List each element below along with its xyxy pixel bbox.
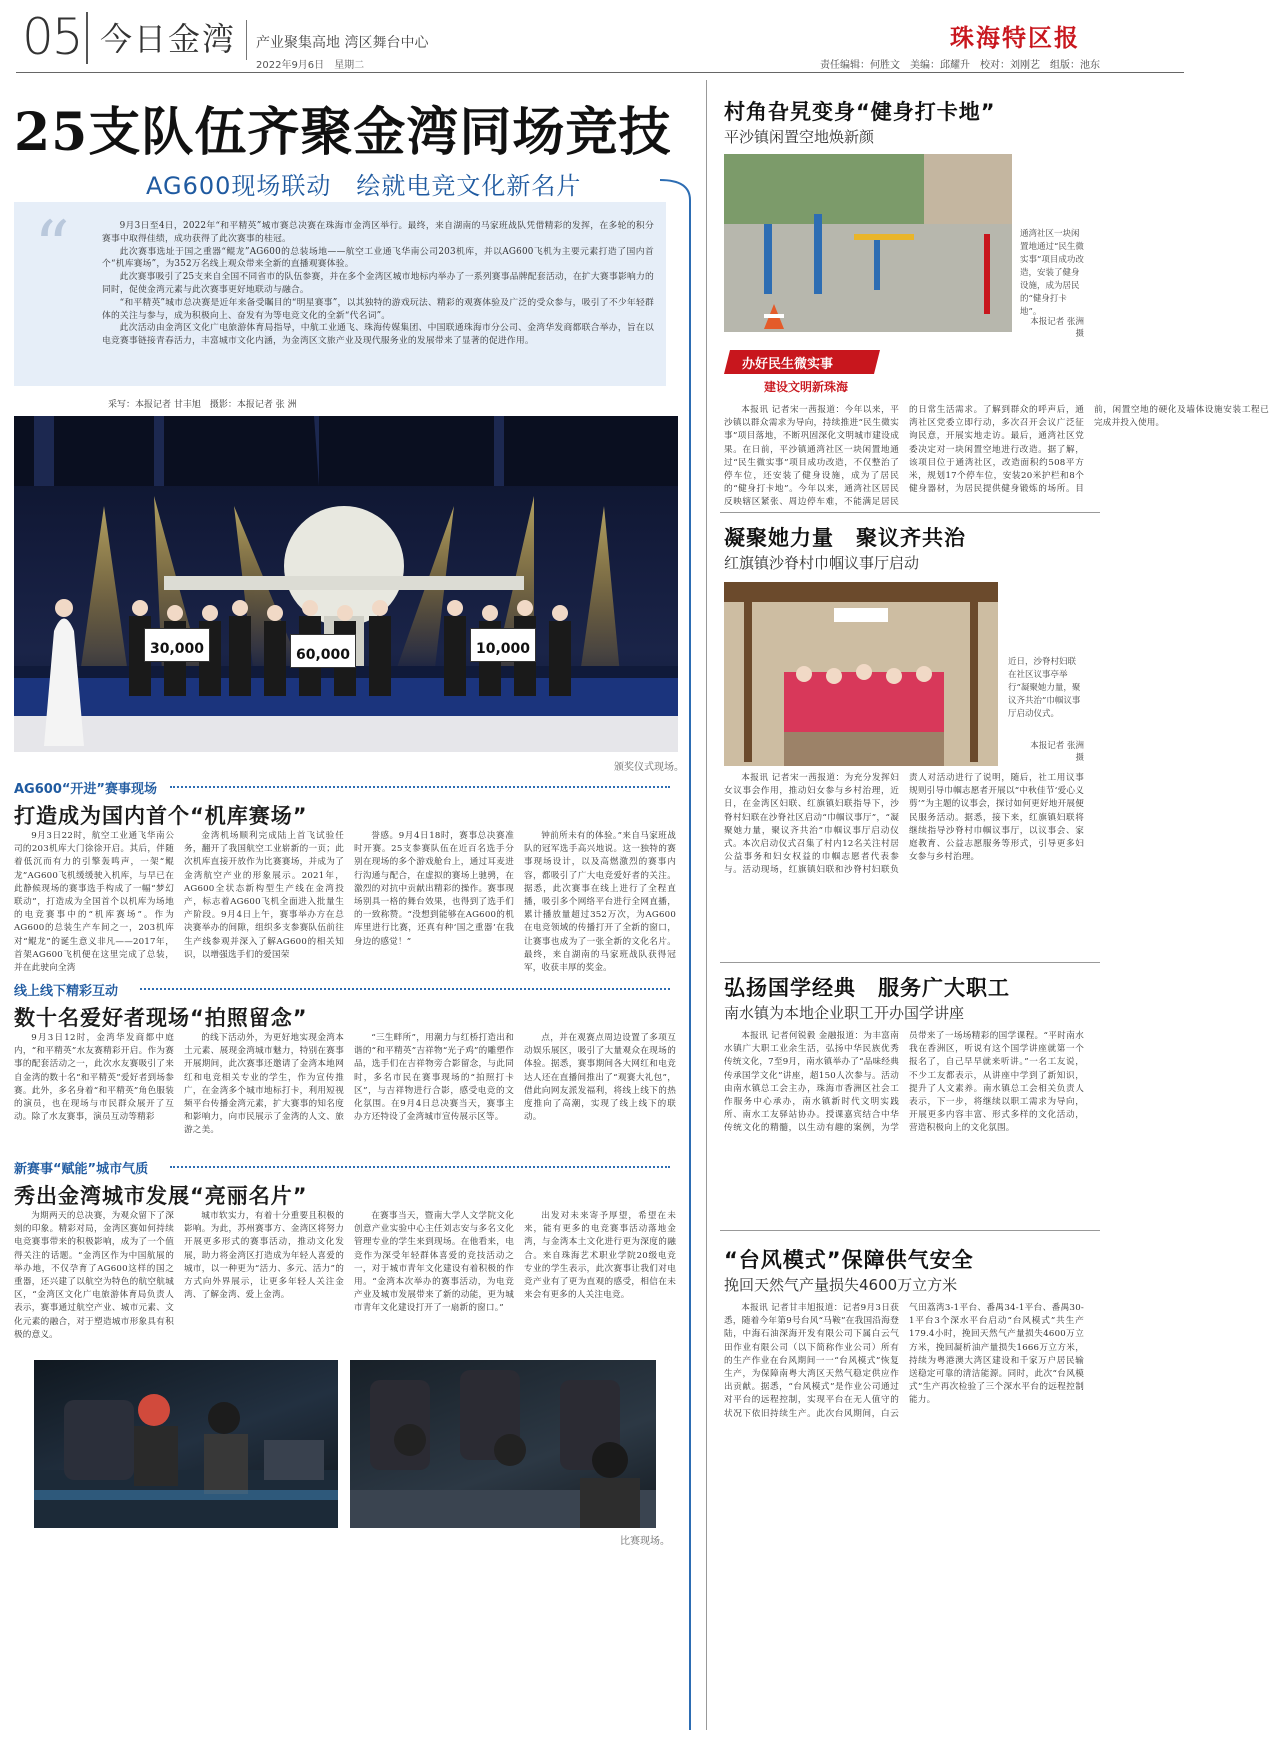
right-article-title: 凝聚她力量 聚议齐共治 [724,526,966,550]
right-article-subtitle: 平沙镇闲置空地焕新颜 [724,128,875,146]
photo-credit: 本报记者 张洲 摄 [1030,741,1084,763]
photo-caption: 近日，沙脊村妇联在社区议事亭举行“凝聚她力量，聚议齐共治”巾帼议事厅启动仪式。 [1008,657,1081,719]
paragraph: 金湾机场顺利完成陆上首飞试验任务，翻开了我国航空工业崭新的一页；此次机库直接开放作为比赛赛场，并成为了金湾航空产业的形象展示。2021年，AG600全状态新构型生产线在金湾投产，标志着AG600飞机全面进入批量生产阶段。9月4日上午，赛事举办方在总决赛举办的间隙，组织多支参赛队伍前往生产线参观并深入了解AG600的相关知识，以增强选手们的爱国荣 [184,831,344,960]
banner-line-2: 建设文明新珠海 [764,380,849,394]
section-title: 秀出金湾城市发展“亮丽名片” [14,1184,308,1208]
lead-paragraph: 9月3日至4日，2022年“和平精英”城市赛总决赛在珠海市金湾区举行。最终，来自湖南的马家班战队凭借精彩的发挥，在多轮的积分赛事中取得佳绩，成功获得了此次赛事的桂冠。 [102,221,654,244]
section-rule [140,988,670,990]
article-column [14,1210,174,1348]
paragraph: 在赛事当天，暨南大学人文学院文化创意产业实验中心主任刘志安与多名文化管理专业的学生来到现场。在他看来，电竞作为深受年轻群体喜爱的竞技活动之一，对于城市青年文化建设有着积极的作用。“金湾本次举办的赛事活动，为电竞产业及城市发展带来了新的动能，更为城市青年文化建设打开了一扇新的窗口。” [354,1211,514,1314]
article-column [14,1032,174,1142]
article-column [354,1032,514,1142]
article-rule [720,962,1100,963]
paragraph: 出发对未来寄予厚望，希望在未来，能有更多的电竞赛事活动落地金湾，与金湾本土文化进行更为深度的融合。来自珠海艺术职业学院20级电竞专业的学生表示，此次赛事让我们对电竞产业有了更为直观的感受，相信在未来会有更多的人关注电竞。 [524,1211,676,1301]
prize-board: 60,000 [290,634,356,668]
bottom-photo-caption: 比赛现场。 [620,1536,670,1547]
article-column [524,1032,676,1142]
section-tag: AG600“开进”赛事现场 [14,782,157,797]
paragraph: 城市软实力，有着十分重要且积极的影响。为此，苏州赛事方、金湾区将努力开展更多形式的赛事活动，推动文化发展，助力将金湾区打造成为年轻人喜爱的城市，以一种更为“活力、多元、活力”的方式向外界展示，让更多年轻人关注金湾、了解金湾、爱上金湾。 [184,1211,344,1301]
banner-line-1: 办好民生微实事 [742,357,834,372]
right-article-title: “台风模式”保障供气安全 [724,1248,974,1272]
women-council-photo [724,582,998,766]
esports-photo-left [34,1360,338,1528]
esports-photo-right [350,1360,656,1528]
page-number: 05 [22,8,82,66]
quote-mark-icon: “ [34,206,70,288]
prize-board: 30,000 [144,628,210,662]
article-column [354,1210,514,1348]
section-rule [170,1166,670,1168]
section-tag: 新赛事“赋能”城市气质 [14,1162,149,1177]
paragraph: 本报讯 记者宋一茜报道：今年以来，平沙镇以群众需求为导向，持续推进“民生微实事”项目落地，不断巩固深化文明城市建设成果。在日前，平沙镇通湾社区一块闲置地通过“民生微实事”项目成功改造，不仅整治了停车位，还安装了健身设施，成为了居民的“健身打卡地”。今年以来，通湾社区居民反映辖区紧张、周边停车难，不能满足居民的日常生活需求。了解到群众的呼声后，通湾社区党委立即行动，多次召开会议广泛征询民意，开展实地走访。最后，通湾社区党委决定对一块闲置空地进行改造。据了解，该项目位于通湾社区，改造面积约508平方米，规划17个停车位，安装20米护栏和8个健身器材，为居民提供健身锻炼的场所。目前，闲置空地的硬化及墙体设施安装工程已完成并投入使用。 [724,405,1269,508]
header-rule [16,72,1184,73]
article-column [524,1210,676,1348]
lead-paragraph: “和平精英”城市总决赛是近年来备受瞩目的“明星赛事”，以其独特的游戏玩法、精彩的观赛体验及广泛的受众参与，吸引了不少年轻群体的关注与参与，成为积极向上、奋发有为等电竞文化的全新“代名词”。 [102,297,654,321]
paragraph: 本报讯 记者甘丰旭报道：记者9月3日获悉，随着今年第9号台风“马鞍”在我国沿海登陆，中海石油深海开发有限公司下属白云气田作业有限公司（以下简称作业公司）所有的生产作业在台风期间一一“台风模式”恢复生产，为保障南粤大湾区天然气稳定供应作出贡献。据悉，“台风模式”是作业公司通过对平台的远程控制，实现平台在无人值守的状况下依旧持续生产。此次台风期间，白云气田荔湾3-1平台、番禺34-1平台、番禺30-1平台3个深水平台启动“台风模式”共生产179.4小时，挽回天然气产量损失4600万立方米，挽回凝析油产量损失1666万立方米，持续为粤港澳大湾区建设和千家万户居民输送稳定可靠的清洁能源。同时，此次“台风模式”生产再次检验了三个深水平台的远程控制能力。 [724,1303,1084,1419]
paragraph: 点，并在观赛点周边设置了多项互动娱乐展区，吸引了大量观众在现场的体验。据悉，赛事期间各大网红和电竞达人还在直播间推出了“观赛大礼包”，借此向网友派发福利，将线上线下的热度推向了高潮，实现了线上线下的联动。 [524,1033,676,1123]
lead-box [14,202,666,386]
photo-credit: 本报记者 张洲 摄 [1030,317,1084,339]
paragraph: 的线下活动外，为更好地实现金湾本土元素、展现金湾城市魅力，特别在赛事开展期间，此次赛事还邀请了金湾本地网红和电竞相关专业的学生，作为宣传推广，在金湾多个城市地标打卡，利用短视频平台传播金湾元素，扩大赛事的知名度和影响力，向市民展示了金湾的人文、旅游之美。 [184,1033,344,1136]
right-article-title: 弘扬国学经典 服务广大职工 [724,976,1010,1000]
right-article-body [724,1030,1084,1220]
section-rule [170,786,670,788]
photo-caption: 颁奖仪式现场。 [614,762,684,773]
right-article-body [724,1302,1084,1732]
right-article-subtitle: 红旗镇沙脊村巾帼议事厅启动 [724,554,920,572]
article-rule [720,512,1100,513]
section-name: 今日金湾 [100,20,237,58]
paragraph: 誉感。9月4日18时，赛事总决赛准时开赛。25支参赛队伍在近百名选手分别在现场的多个游戏舱台上，通过耳麦进行沟通与配合，在虚拟的赛场上驰骋，在激烈的对抗中贡献出精彩的操作。赛事现场别具一格的舞台效果，也得到了选手们的一致称赞。“没想到能够在AG600的机库里进行比赛，还真有种‘国之重器’在我身边的感觉！” [354,831,514,947]
section-title: 数十名爱好者现场“拍照留念” [14,1006,308,1030]
award-ceremony-photo [14,416,678,752]
lead-text [102,220,654,380]
article-rule [720,1230,1100,1231]
paragraph: “三生畔所”，用潮力与红桥打造出和谐的“和平精英”吉祥物“光子鸡”的雕塑作品，选手们在吉祥物旁合影留念，与此同时，多名市民在赛事现场的“拍照打卡区”，与吉祥物进行合影，感受电竞的文化氛围。在9月4日总决赛当天，赛事主办方还特设了金湾城市宣传展示区等。 [354,1033,514,1123]
civic-banner [724,350,880,398]
main-headline: 25支队伍齐聚金湾同场竞技 [14,102,672,163]
paragraph: 钟前所未有的体验。”来自马家班战队的冠军选手高兴地说。这一独特的赛事现场设计，以及高燃激烈的赛事内容，都吸引了广大电竞爱好者的关注。据悉，此次赛事在线上进行了全程直播，吸引多个网络平台进行全网直播，累计播放量超过352万次，为AG600在电竞领域的传播打开了全新的窗口，让赛事也成为了一张全新的文化名片。最终，来自湖南的马家班战队获得冠军，收获丰厚的奖金。 [524,831,676,974]
paragraph: 本报讯 记者何锐毅 金融报道：为丰富南水镇广大职工业余生活，弘扬中华民族优秀传统文化，7至9月，南水镇举办了“品味经典 传承国学文化”讲座，超150人次参与。活动由南水镇总工会主办，珠海市香洲区社会工作服务中心承办，南水镇新时代文明实践所、南水工友驿站协办。授课嘉宾结合中华传统文化的精髓，以生动有趣的案例，为学员带来了一场场精彩的国学课程。“平时南水我在香洲区，听说有这个国学讲座就第一个报名了，自己早早就来听讲。”一名工友说，不少工友都表示，从讲座中学到了新知识，提升了人文素养。南水镇总工会相关负责人表示，下一步，将继续以职工需求为导向，开展更多内容丰富、形式多样的文化活动，营造积极向上的文化氛围。 [724,1031,1084,1134]
section-tag: 线上线下精彩互动 [14,984,119,999]
issue-weekday: 星期二 [334,60,365,71]
article-column [184,1210,344,1348]
column-divider [706,80,707,1730]
prize-board: 10,000 [470,628,536,662]
right-article-subtitle: 挽回天然气产量损失4600万立方米 [724,1276,958,1294]
right-article-body [724,772,1084,952]
fitness-area-photo [724,154,1012,332]
right-article-title: 村角旮旯变身“健身打卡地” [724,100,996,124]
article-column [524,830,676,974]
header-divider-2 [246,20,247,60]
editor-credits: 责任编辑：何胜文 美编：邱耀升 校对：刘刚艺 组版：池东 [820,60,1100,71]
paragraph: 为期两天的总决赛，为观众留下了深刻的印象。精彩对局，金湾区赛如何持续电竞赛事带来的积极影响，成为了一个值得关注的话题。“金湾区作为中国航展的举办地，不仅孕育了AG600这样的国之重器，还兴建了以航空为特色的航空航城区，“金湾区文化广电旅游体育局负责人表示，赛事通过航空产业、城市元素、文化元素的融合，对于塑造城市形象具有积极的意义。 [14,1211,174,1340]
article-column [14,830,174,974]
byline: 采写：本报记者 甘丰旭 摄影：本报记者 张 洲 [108,400,297,410]
right-article-body [724,404,1269,514]
main-subheadline: AG600现场联动 绘就电竞文化新名片 [146,172,582,200]
article-column [184,830,344,970]
paragraph: 本报讯 记者宋一茜报道：为充分发挥妇女议事会作用，推动妇女参与乡村治理，近日，在金湾区妇联、红旗镇妇联指导下，沙脊村妇联在沙脊社区启动“巾帼议事厅”，“凝聚她力量，聚议齐共治”巾帼议事厅启动仪式。本次启动仪式召集了村内12名关注村居公益事务和妇女权益的巾帼志愿者代表参与。活动现场，红旗镇妇联和沙脊村妇联负责人对活动进行了说明，随后，社工用议事规则引导巾帼志愿者开展以“中秋佳节‘爱心义剪’”为主题的议事会，探讨如何更好地开展便民服务活动。据悉，接下来，红旗镇妇联将继续指导沙脊村巾帼议事厅，以议事会、家庭教育、公益志愿服务等形式，引导更多妇女参与乡村治理。 [724,773,1084,876]
lead-paragraph: 此次赛事吸引了25支来自全国不同省市的队伍参赛，并在多个金湾区城市地标内举办了一系列赛事品牌配套活动，在扩大赛事影响力的同时，促使金湾元素与此次赛事更好地联动与融合。 [102,272,654,295]
article-column [354,830,514,970]
paper-logo: 珠海特区报 [950,23,1080,52]
section-slogan: 产业聚集高地 湾区舞台中心 [256,35,429,51]
paragraph: 9月3日22时，航空工业通飞华南公司的203机库大门徐徐开启。其后，伴随着低沉而有力的引擎轰鸣声，一架“鲲龙”AG600飞机缓缓驶入机库，与早已在此静候现场的赛事选手构成了一幅“梦幻联动”，打造成为全国首个以机库为场地的电竞赛事中的“机库赛场”。作为AG600的总装生产车间之一，203机库对“鲲龙”的诞生意义非凡——2017年，首架AG600飞机便在这里完成了总装，并在此驶向全湾 [14,831,174,974]
lead-paragraph: 此次赛事选址于国之重器“鲲龙”AG600的总装场地——航空工业通飞华南公司203机库，并以AG600飞机为主要元素打造了国内首个“机库赛场”，为352万名线上观众带来全新的直播观赛体验。 [102,246,654,270]
article-column [184,1032,344,1142]
right-article-subtitle: 南水镇为本地企业职工开办国学讲座 [724,1004,965,1022]
issue-date: 2022年9月6日 [256,60,325,71]
section-title: 打造成为国内首个“机库赛场” [14,804,308,828]
lead-paragraph: 此次活动由金湾区文化广电旅游体育局指导，中航工业通飞、珠海传媒集团、中国联通珠海市分公司、金湾华发商都联合举办，旨在以电竞赛事链接青春活力，丰富城市文化内涵，为金湾区文旅产业及现代服务业的发展带来了显著的促进作用。 [102,323,654,347]
header-divider [86,12,88,64]
paragraph: 9月3日12时，金湾华发商都中庭内，“和平精英”水友赛精彩开启。作为赛事的配套活动之一，此次水友赛吸引了来自金湾的数十名“和平精英”爱好者到场参赛。此外，多名身着“和平精英”角色服装的演员，也在现场与市民群众展开了互动。除了水友赛事，演员互动等精彩 [14,1033,174,1123]
photo-caption: 通湾社区一块闲置地通过“民生微实事”项目成功改造，安装了健身设施，成为居民的“健身打卡地”。 [1020,229,1084,317]
